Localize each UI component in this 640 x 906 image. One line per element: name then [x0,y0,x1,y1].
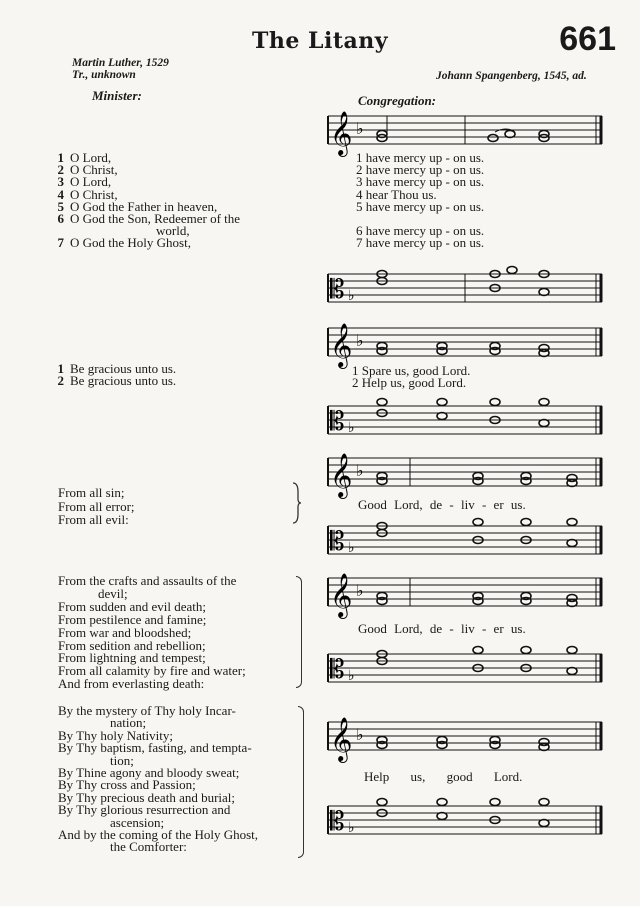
petition-line: nation; [110,715,147,731]
bass-staff-3 [320,514,610,558]
petition-line: tion; [110,752,134,768]
composer-credit: Johann Spangenberg, 1545, ad. [436,70,587,82]
bass-staff-2 [320,396,610,440]
petition-line: ascension; [110,814,165,830]
bass-staff-5 [320,794,610,838]
response-line: 4 hear Thou us. [356,186,437,202]
petition-bracket [296,576,302,688]
response-line: 6 have mercy up - on us. [356,223,485,239]
svg-text:♭: ♭ [348,821,355,836]
petition-line: By Thy precious death and burial; [58,789,236,805]
response-line: 5 have mercy up - on us. [356,198,485,214]
alto-clef-icon: 𝄡 [330,407,345,437]
response-line: 1 have mercy up - on us. [356,150,485,165]
section1-congregation-text [356,152,484,249]
petition-line: From war and bloodshed; [58,624,192,640]
section1-minister-text [52,152,240,250]
section5-minister-text [58,705,258,854]
alto-clef-icon: 𝄡 [330,527,345,557]
svg-text:♭: ♭ [356,583,364,600]
petition-line: By the mystery of Thy holy Incar- [58,703,236,718]
hymn-title: The Litany [251,28,389,54]
bass-staff-4 [320,642,610,686]
response-line: 3 have mercy up - on us. [356,174,485,190]
author-credit: Martin Luther, 1529 [72,57,169,69]
svg-text:♭: ♭ [348,541,355,556]
verse-line: 4 O Christ, [57,186,118,202]
petition-line: From pestilence and famine; [58,611,207,627]
verse-line: 5 O God the Father in heaven, [57,198,218,214]
verse-line: 1 Be gracious unto us. [57,361,177,376]
petition-line: By Thy holy Nativity; [58,727,173,743]
svg-text:♭: ♭ [348,421,355,436]
petition-line: From all sin; [58,485,125,500]
response-line: 1 Spare us, good Lord. [352,363,471,378]
section3-minister-text [58,486,135,527]
response-line: 2 Help us, good Lord. [352,375,467,391]
svg-text:♭: ♭ [356,333,364,350]
petition-bracket [298,706,304,858]
alto-clef-icon: 𝄡 [330,275,345,305]
bass-staff-1 [320,262,610,312]
petition-line: And by the coming of the Holy Ghost, [58,827,259,843]
verse-line: 2 Be gracious unto us. [57,373,177,389]
petition-line: From the crafts and assaults of the [58,573,237,588]
alto-clef-icon: 𝄡 [330,807,345,837]
section3-response: Good Lord, de - liv - er us. [358,497,526,512]
petition-line: From sudden and evil death; [58,598,207,614]
svg-text:♭: ♭ [348,289,355,304]
petition-line: From all error; [58,498,135,514]
petition-line: From all calamity by fire and water; [58,663,246,679]
treble-clef-icon: 𝄞 [330,717,353,761]
svg-text:♭: ♭ [356,121,364,138]
treble-clef-icon: 𝄞 [330,323,353,367]
alto-clef-icon: 𝄡 [330,655,345,685]
section4-response: Good Lord, de - liv - er us. [358,621,526,636]
verse-line: 3 O Lord, [57,174,112,190]
treble-staff-3 [320,450,610,497]
verse-line: world, [156,223,190,239]
treble-clef-icon: 𝄞 [330,111,353,155]
svg-text:♭: ♭ [356,463,364,480]
hymn-number: 661 [559,20,616,58]
verse-line: 6 O God the Son, Redeemer of the [57,211,241,227]
treble-clef-icon: 𝄞 [330,573,353,617]
petition-line: From lightning and tempest; [58,650,206,666]
svg-text:♭: ♭ [348,669,355,684]
petition-line: By Thy cross and Passion; [58,777,196,793]
section2-congregation-text [352,365,470,389]
petition-brace [292,482,300,524]
response-line: 7 have mercy up - on us. [356,235,485,251]
section5-response: Help us, good Lord. [364,769,523,784]
petition-line: By Thine agony and bloody sweat; [58,765,240,781]
petition-line: By Thy baptism, fasting, and tempta- [58,740,252,756]
petition-line: From sedition and rebellion; [58,637,206,653]
translator-credit: Tr., unknown [72,69,136,81]
treble-staff-2 [320,322,610,366]
petition-line: By Thy glorious resurrection and [58,802,231,818]
congregation-label: Congregation: [358,93,437,108]
treble-staff-4 [320,570,610,617]
svg-text:♭: ♭ [356,727,364,744]
petition-line: From all evil: [58,512,129,527]
minister-label: Minister: [92,88,142,103]
verse-line: 2 O Christ, [57,162,118,178]
verse-line: 7 O God the Holy Ghost, [57,235,191,251]
treble-clef-icon: 𝄞 [330,453,353,497]
treble-staff-5 [320,714,610,761]
verse-line: 1 O Lord, [57,150,112,165]
section2-minister-text [52,363,176,387]
petition-line: And from everlasting death: [58,676,205,692]
petition-line: devil; [98,585,128,601]
petition-line: the Comforter: [110,839,187,855]
response-line: 2 have mercy up - on us. [356,162,485,178]
section4-minister-text [58,575,246,691]
